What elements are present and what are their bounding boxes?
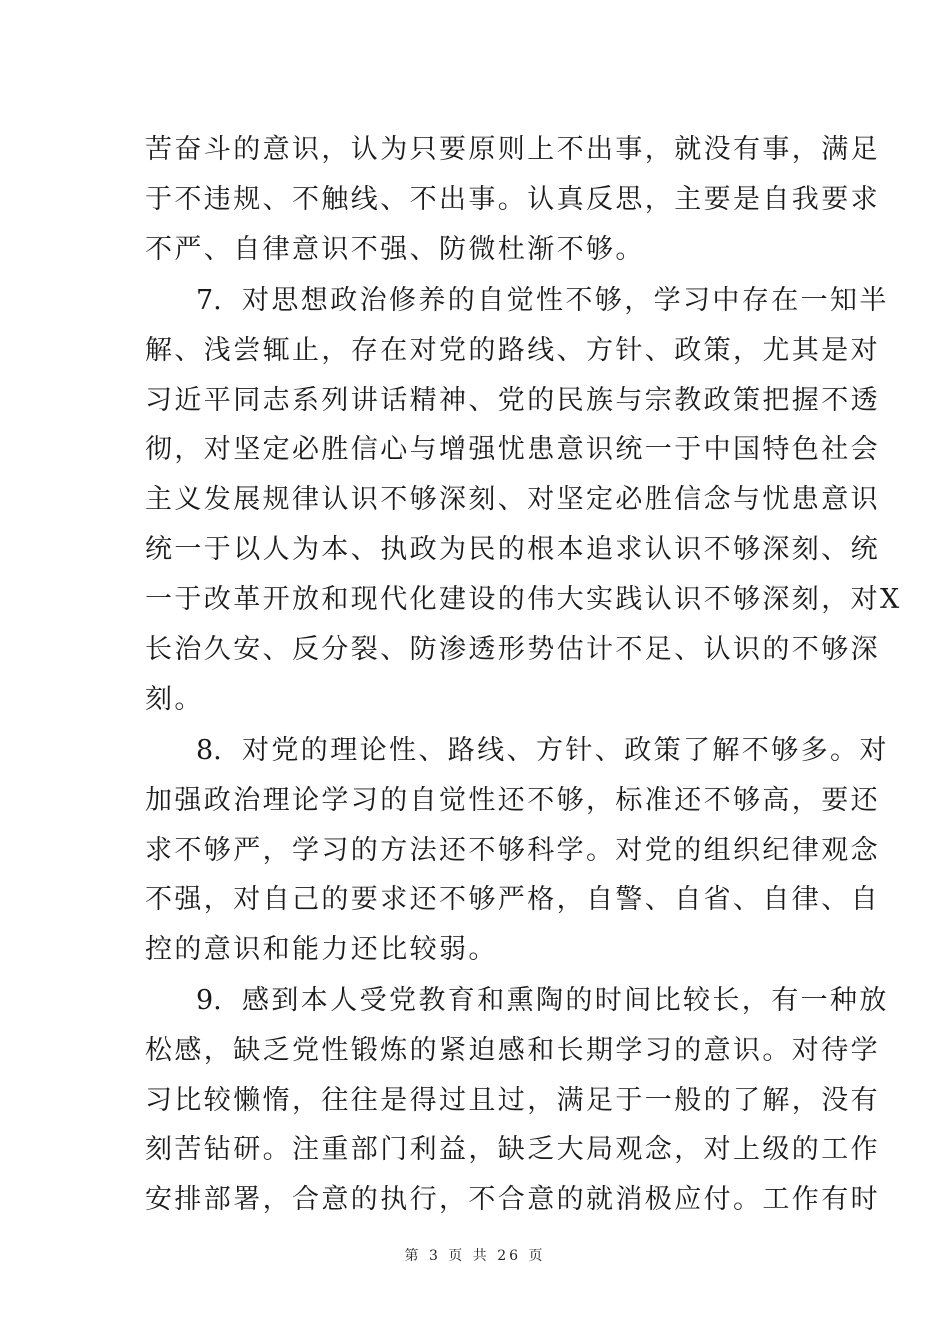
text-line: 求不够严，学习的方法还不够科学。对党的组织纪律观念	[145, 835, 880, 866]
page-footer: 第 3 页 共 26 页	[404, 1248, 546, 1264]
text-line: 统一于以人为本、执政为民的根本追求认识不够深刻、统	[145, 534, 880, 565]
item-7-first-line	[196, 281, 889, 321]
text-line: 彻，对坚定必胜信心与增强忧患意识统一于中国特色社会	[145, 434, 880, 465]
text-line: 解、浅尝辄止，存在对党的路线、方针、政策，尤其是对	[145, 335, 880, 366]
text-line: 刻。	[145, 684, 204, 715]
item-number: 8.	[196, 735, 222, 766]
item-number: 7.	[196, 285, 222, 316]
item-9-first-line	[196, 981, 889, 1021]
text-line: 长治久安、反分裂、防渗透形势估计不足、认识的不够深	[145, 634, 880, 665]
text-line: 主义发展规律认识不够深刻、对坚定必胜信念与忧患意识	[145, 484, 880, 515]
item-text: 感到本人受党教育和熏陶的时间比较长，有一种放	[242, 985, 889, 1016]
text-line: 加强政治理论学习的自觉性还不够，标准还不够高，要还	[145, 785, 880, 816]
item-number: 9.	[196, 985, 222, 1016]
text-line: 刻苦钻研。注重部门利益，缺乏大局观念，对上级的工作	[145, 1134, 880, 1165]
text-line: 松感，缺乏党性锻炼的紧迫感和长期学习的意识。对待学	[145, 1035, 880, 1066]
text-line: 安排部署，合意的执行，不合意的就消极应付。工作有时	[145, 1184, 880, 1215]
item-text: 对党的理论性、路线、方针、政策了解不够多。对	[242, 735, 889, 766]
text-line: 习比较懒惰，往往是得过且过，满足于一般的了解，没有	[145, 1085, 880, 1116]
text-line: 控的意识和能力还比较弱。	[145, 934, 498, 965]
text-line: 不强，对自己的要求还不够严格，自警、自省、自律、自	[145, 884, 880, 915]
text-line: 一于改革开放和现代化建设的伟大实践认识不够深刻，对X	[145, 584, 902, 615]
text-line: 苦奋斗的意识，认为只要原则上不出事，就没有事，满足	[145, 134, 880, 165]
text-line: 习近平同志系列讲话精神、党的民族与宗教政策把握不透	[145, 385, 880, 416]
item-text: 对思想政治修养的自觉性不够，学习中存在一知半	[242, 285, 889, 316]
text-line: 于不违规、不触线、不出事。认真反思，主要是自我要求	[145, 184, 880, 215]
item-8-first-line	[196, 731, 889, 771]
text-line: 不严、自律意识不强、防微杜渐不够。	[145, 234, 645, 265]
